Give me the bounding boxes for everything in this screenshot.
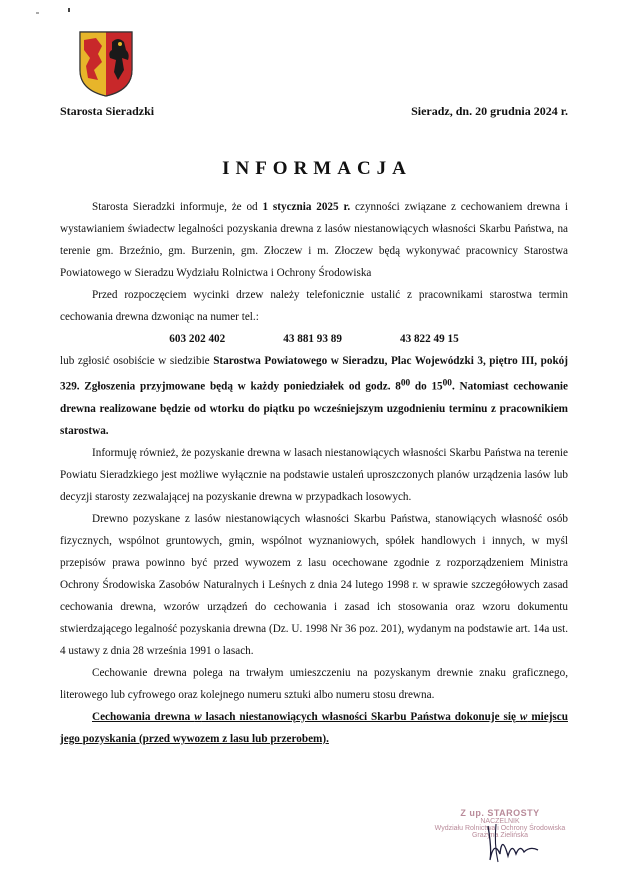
p1-text: Starosta Sieradzki informuje, że od (92, 201, 263, 213)
paragraph-7 (60, 706, 568, 750)
p1-text-rest: czynności związane z cechowaniem drewna i wystawianiem świadectw legalności pozyskania drewna z lasów niestanowiących własności Skarbu Państwa, na terenie gm. Brzeźnio, gm. Burzenin, gm. Złoczew i m. Złoczew będą wykonywać pracownicy Starostwa Powiatowego w Sieradzu Wydziału Rolnictwa i Ochrony Środowiska (60, 201, 568, 279)
p7-text: miejscu jego pozyskania (przed wywozem z lasu lub przerobem). (60, 710, 568, 745)
document-body (60, 196, 568, 750)
phone-number: 43 881 93 89 (283, 333, 342, 345)
p7-text: Cechowania drewna (92, 710, 195, 723)
p3-notice: Natomiast cechowanie drewna realizowane będzie od wtorku do piątku po wcześniejszym uzgodnieniu terminu z pracownikiem starostwa. (60, 380, 568, 437)
p7-w: w (519, 710, 528, 723)
p7-w: w (194, 710, 202, 723)
p7-text: lasach niestanowiących własności Skarbu Państwa dokonuje się (201, 710, 520, 723)
paragraph-4: Informuję również, że pozyskanie drewna w lasach niestanowiących własności Skarbu Państwa na terenie Powiatu Sieradzkiego jest możliwe wyłącznie na podstawie ustaleń uproszczonych planów urządzenia lasów lub decyzji starosty zezwalającej na pozyskanie drewna w przypadkach losowych. (60, 446, 568, 503)
coat-of-arms-icon (78, 30, 134, 98)
p3-hours: do 15 (410, 380, 443, 393)
paragraph-6: Cechowanie drewna polega na trwałym umieszczeniu na pozyskanym drewnie znaku graficznego, literowego lub cyfrowego oraz kolejnego numeru sztuki albo numeru stosu drewna. (60, 666, 568, 701)
p3-sup: 00 (442, 378, 452, 388)
p3-text: lub zgłosić osobiście w siedzibie (60, 355, 214, 367)
stamp-line: Grażyna Zielińska (471, 832, 529, 839)
phone-number: 43 822 49 15 (399, 333, 459, 345)
paragraph-1 (60, 196, 568, 284)
date-place: Sieradz, dn. 20 grudnia 2024 r. (411, 104, 568, 118)
phone-number: 603 202 402 (169, 333, 226, 345)
scan-mark (36, 12, 39, 14)
p3-address: Starostwa Powiatowego w Sieradzu, Plac Wojewódzki 3, piętro III, pokój 329. Zgłoszenia przyjmowane będą w każdy poniedziałek od godz. 8 (60, 355, 568, 393)
p3-dot: . (451, 380, 455, 393)
p1-date-suffix: r. (338, 201, 351, 213)
handwritten-signature (478, 820, 548, 866)
stamp-line: Wydziału Rolnictwa i Ochrony Środowiska (434, 825, 566, 832)
paragraph-2: Przed rozpoczęciem wycinki drzew należy telefonicznie ustalić z pracownikami starostwa termin cechowania drewna dzwoniąc na numer tel.: (60, 289, 568, 323)
scan-mark (68, 8, 70, 12)
stamp-line: NACZELNIK (480, 818, 520, 825)
paragraph-3 (60, 350, 568, 442)
stamp-line: Z up. STAROSTY (460, 808, 540, 818)
issuer-label: Starosta Sieradzki (60, 104, 155, 118)
phone-numbers (60, 328, 568, 350)
paragraph-5: Drewno pozyskane z lasów niestanowiących własności Skarbu Państwa, stanowiących własność osób fizycznych, wspólnot gruntowych, gmin, wspólnot wyznaniowych, spółek handlowych i innych, w myśl przepisów prawa powinno być przed wywozem z lasu ocechowane zgodnie z rozporządzeniem Ministra Ochrony Środowiska Zasobów Naturalnych i Leśnych z dnia 24 lutego 1998 r. w sprawie szczegółowych zasad cechowania drewna, wzorów urządzeń do cechowania i zasad ich stosowania oraz wzoru dokumentu stwierdzającego legalność pozyskania drewna (Dz. U. 1998 Nr 36 poz. 201), wydanym na podstawie art. 14a ust. 4 ustawy z dnia 28 września 1991 o lasach. (60, 512, 568, 657)
document-title: INFORMACJA (222, 158, 412, 179)
p3-sup: 00 (400, 378, 411, 388)
p1-date: 1 stycznia 2025 (262, 201, 339, 213)
